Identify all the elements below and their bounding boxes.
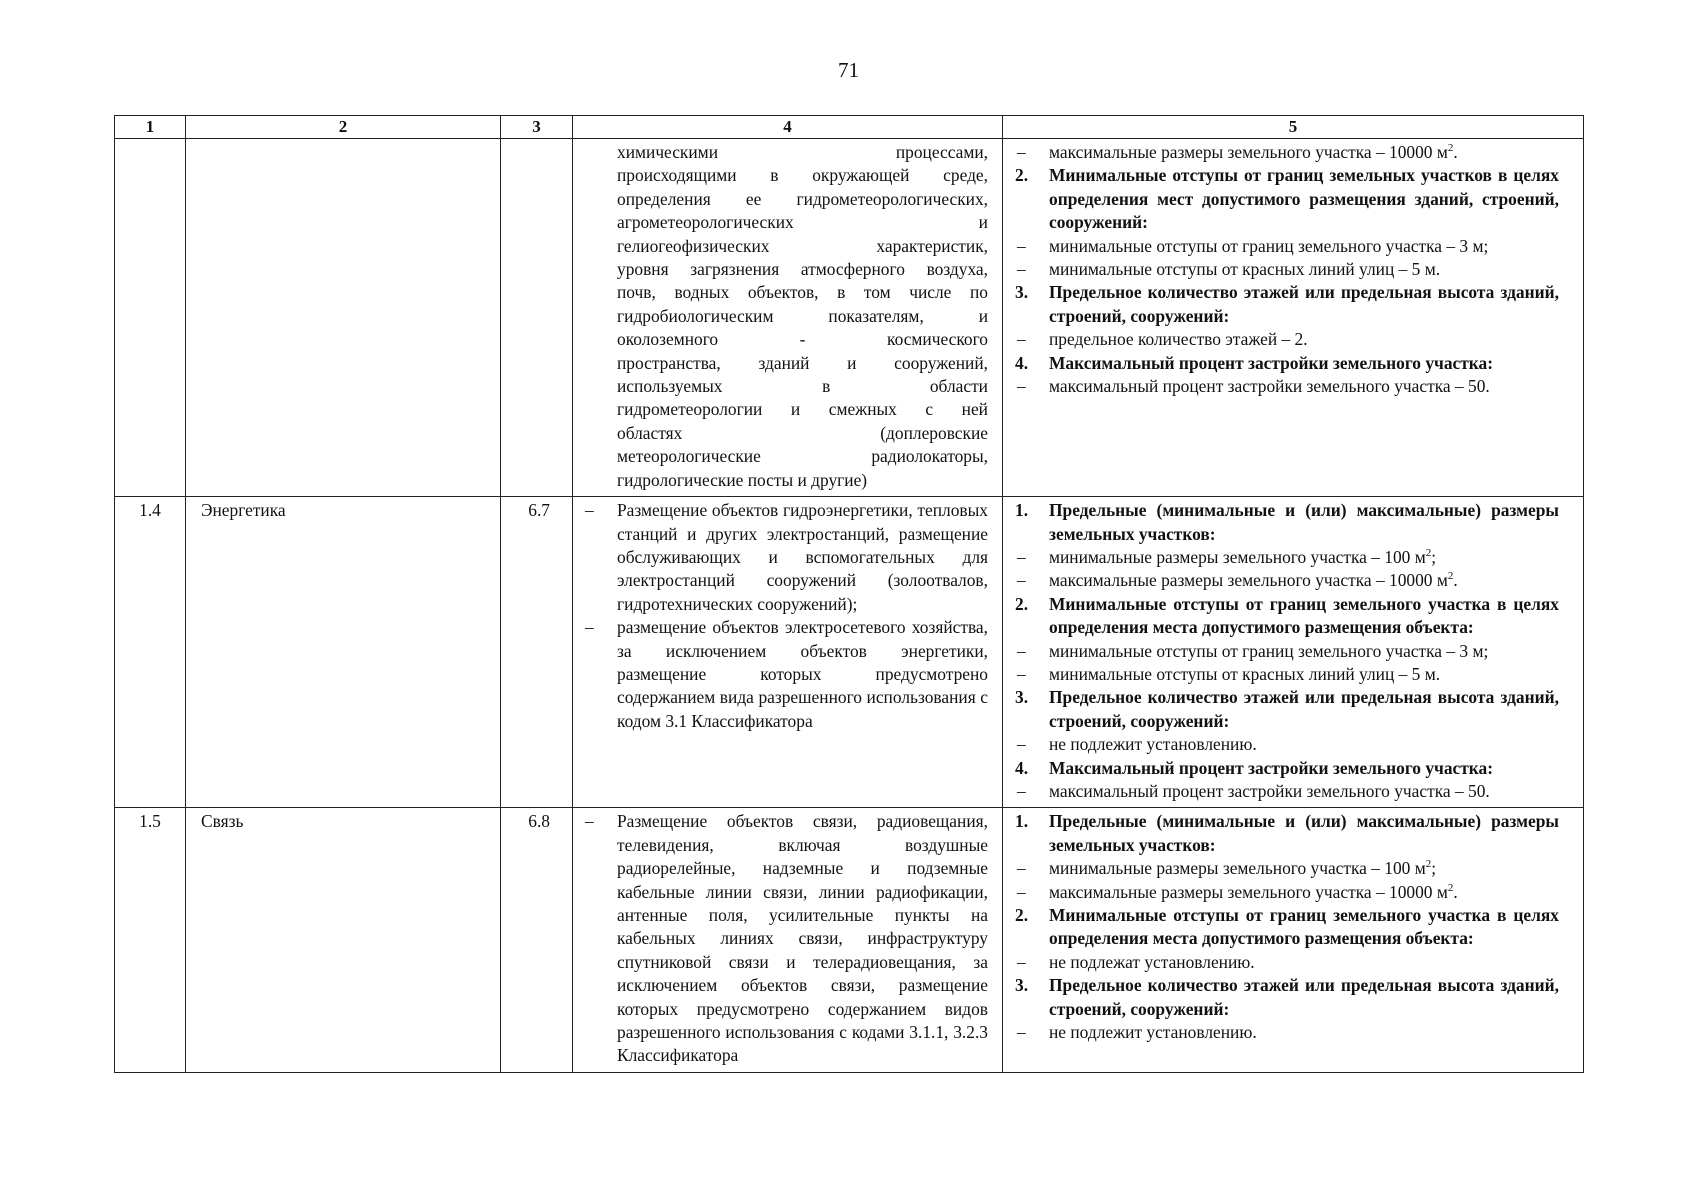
description-line: гелиогеофизических характеристик,: [617, 235, 988, 256]
requirement-heading: 4. Максимальный процент застройки земельного участка:: [1011, 757, 1559, 780]
list-marker: –: [1017, 376, 1026, 397]
list-marker: –: [1017, 1022, 1026, 1043]
requirement-heading: 2. Минимальные отступы от границ земельного участка в целях определения места допустимого размещения объекта:: [1015, 593, 1559, 638]
list-marker: 2.: [1015, 905, 1029, 925]
requirement-item: – минимальные отступы от границ земельного участка – 3 м;: [1011, 640, 1559, 663]
list-marker: 4.: [1015, 352, 1029, 373]
description-line: уровня загрязнения атмосферного воздуха,: [617, 259, 988, 280]
requirement-heading: 4. Максимальный процент застройки земельного участка:: [1011, 352, 1559, 375]
row-number: 1.4: [115, 497, 186, 808]
list-marker: –: [1017, 858, 1026, 879]
classifier-code: 6.8: [501, 808, 573, 1072]
description-line: околоземного - космического: [617, 329, 988, 350]
land-use-description: [573, 139, 1003, 497]
requirement-item: – максимальный процент застройки земельного участка – 50.: [1011, 375, 1559, 398]
list-marker: –: [1017, 235, 1026, 256]
column-header: 4: [573, 116, 1003, 139]
dash-marker: –: [585, 617, 594, 638]
requirement-heading: 2. Минимальные отступы от границ земельных участков в целях определения мест допустимого размещения зданий, строений, сооружений:: [1015, 165, 1559, 233]
requirement-heading: 1. Предельные (минимальные и (или) максимальные) размеры земельных участков:: [1015, 500, 1559, 544]
list-marker: 2.: [1015, 593, 1029, 614]
list-marker: 1.: [1015, 500, 1029, 521]
superscript: 2: [1447, 142, 1454, 155]
description-line: определения ее гидрометеорологических,: [617, 188, 988, 209]
requirements: [1003, 139, 1584, 497]
list-marker: 3.: [1015, 687, 1029, 708]
list-marker: 1.: [1015, 811, 1029, 832]
land-use-table: [114, 115, 1584, 1073]
requirement-heading: 3. Предельное количество этажей или предельная высота зданий, строений, сооружений:: [1015, 687, 1559, 731]
description-line: областях (доплеровские: [617, 422, 988, 443]
list-marker: –: [1017, 259, 1026, 280]
description-line: гидрометеорологии и смежных с ней: [617, 399, 988, 420]
description-line: используемых в области: [617, 376, 988, 397]
description-line: химическими процессами,: [617, 142, 988, 162]
superscript: 2: [1447, 881, 1454, 894]
requirement-heading: 1. Предельные (минимальные и (или) максимальные) размеры земельных участков:: [1015, 811, 1559, 855]
table-row: [115, 808, 1584, 1072]
requirement-item: – минимальные отступы от красных линий улиц – 5 м.: [1011, 258, 1559, 281]
description-item: – Размещение объектов связи, радиовещания, телевидения, включая воздушные радиорелейные, надземные и подземные кабельные линии связи, линии радиофикации, антенные поля, усилительные пункты на кабельных линиях связи, инфраструктуру спутниковой связи и телерадиовещания, за исключением объектов связи, размещение которых предусмотрено содержанием видов разрешенного использования с кодами 3.1.1, 3.2.3 Классификатора: [585, 811, 988, 1066]
classifier-code: 6.7: [501, 497, 573, 808]
list-marker: –: [1017, 734, 1026, 755]
table-row: [115, 497, 1584, 808]
list-marker: 3.: [1015, 282, 1029, 303]
requirement-heading: 3. Предельное количество этажей или предельная высота зданий, строений, сооружений:: [1015, 282, 1559, 326]
header-row: [115, 116, 1584, 139]
list-marker: 2.: [1015, 165, 1029, 186]
list-marker: –: [1017, 570, 1026, 591]
description-line: гидрологические посты и другие): [617, 469, 868, 490]
superscript: 2: [1425, 547, 1432, 560]
list-marker: –: [1017, 546, 1026, 567]
requirement-item: – не подлежат установлению.: [1011, 951, 1559, 974]
table-body: [115, 139, 1584, 1073]
requirements: [1003, 808, 1584, 1072]
land-use-description: [573, 808, 1003, 1072]
requirement-item: – максимальные размеры земельного участка – 10000 $м^2$.: [1011, 881, 1559, 904]
requirements: [1003, 497, 1584, 808]
dash-marker: –: [585, 811, 594, 832]
description-item: – размещение объектов электросетевого хозяйства, за исключением объектов энергетики, размещение которых предусмотрено содержанием вида разрешенного использования с кодом 3.1 Классификатора: [585, 617, 988, 731]
list-marker: –: [1017, 663, 1026, 684]
superscript: 2: [1447, 570, 1454, 583]
list-marker: –: [1017, 951, 1026, 972]
requirement-item: – минимальные отступы от границ земельного участка – 3 м;: [1011, 235, 1559, 258]
description-line: почв, водных объектов, в том числе по: [617, 282, 988, 303]
list-marker: –: [1017, 640, 1026, 661]
requirement-item: – не подлежит установлению.: [1011, 733, 1559, 756]
requirement-item: – предельное количество этажей – 2.: [1011, 328, 1559, 351]
requirement-heading: 2. Минимальные отступы от границ земельного участка в целях определения места допустимого размещения объекта:: [1015, 905, 1559, 949]
superscript: 2: [1425, 858, 1432, 871]
requirement-item: – максимальные размеры земельного участка – 10000 $м^2$.: [1011, 569, 1559, 592]
list-marker: –: [1017, 329, 1026, 350]
list-marker: 3.: [1015, 975, 1029, 996]
column-header: 2: [186, 116, 501, 139]
description-line: агрометеорологических и: [617, 212, 988, 233]
description-line: происходящими в окружающей среде,: [617, 165, 988, 186]
table-row: [115, 139, 1584, 497]
list-marker: –: [1017, 142, 1026, 162]
column-header: 1: [115, 116, 186, 139]
classifier-code: [501, 139, 573, 497]
column-header: 3: [501, 116, 573, 139]
list-marker: –: [1017, 881, 1026, 902]
requirement-item: – максимальные размеры земельного участка – 10000 $м^2$.: [1011, 141, 1559, 164]
description-item: – Размещение объектов гидроэнергетики, тепловых станций и других электростанций, размещение обслуживающих и вспомогательных для электростанций сооружений (золоотвалов, гидротехнических сооружений);: [585, 500, 988, 614]
land-use-name: Энергетика: [186, 497, 501, 808]
requirement-item: – минимальные отступы от красных линий улиц – 5 м.: [1011, 663, 1559, 686]
requirement-item: – не подлежит установлению.: [1011, 1021, 1559, 1044]
list-marker: 4.: [1015, 757, 1029, 778]
requirement-heading: 3. Предельное количество этажей или предельная высота зданий, строений, сооружений:: [1015, 975, 1559, 1019]
column-header: 5: [1003, 116, 1584, 139]
land-use-name: Связь: [186, 808, 501, 1072]
description-line: метеорологические радиолокаторы,: [617, 446, 988, 467]
description-line: гидробиологическим показателям, и: [617, 305, 988, 326]
requirement-item: – минимальные размеры земельного участка – 100 $м^2$;: [1011, 546, 1559, 569]
land-use-description: [573, 497, 1003, 808]
requirement-item: – минимальные размеры земельного участка – 100 $м^2$;: [1011, 857, 1559, 880]
land-use-name: [186, 139, 501, 497]
page-number: 71: [838, 58, 859, 82]
list-marker: –: [1017, 780, 1026, 801]
dash-marker: –: [585, 500, 594, 521]
description-line: пространства, зданий и сооружений,: [617, 352, 988, 373]
requirement-item: – максимальный процент застройки земельного участка – 50.: [1011, 780, 1559, 803]
row-number: [115, 139, 186, 497]
row-number: 1.5: [115, 808, 186, 1072]
